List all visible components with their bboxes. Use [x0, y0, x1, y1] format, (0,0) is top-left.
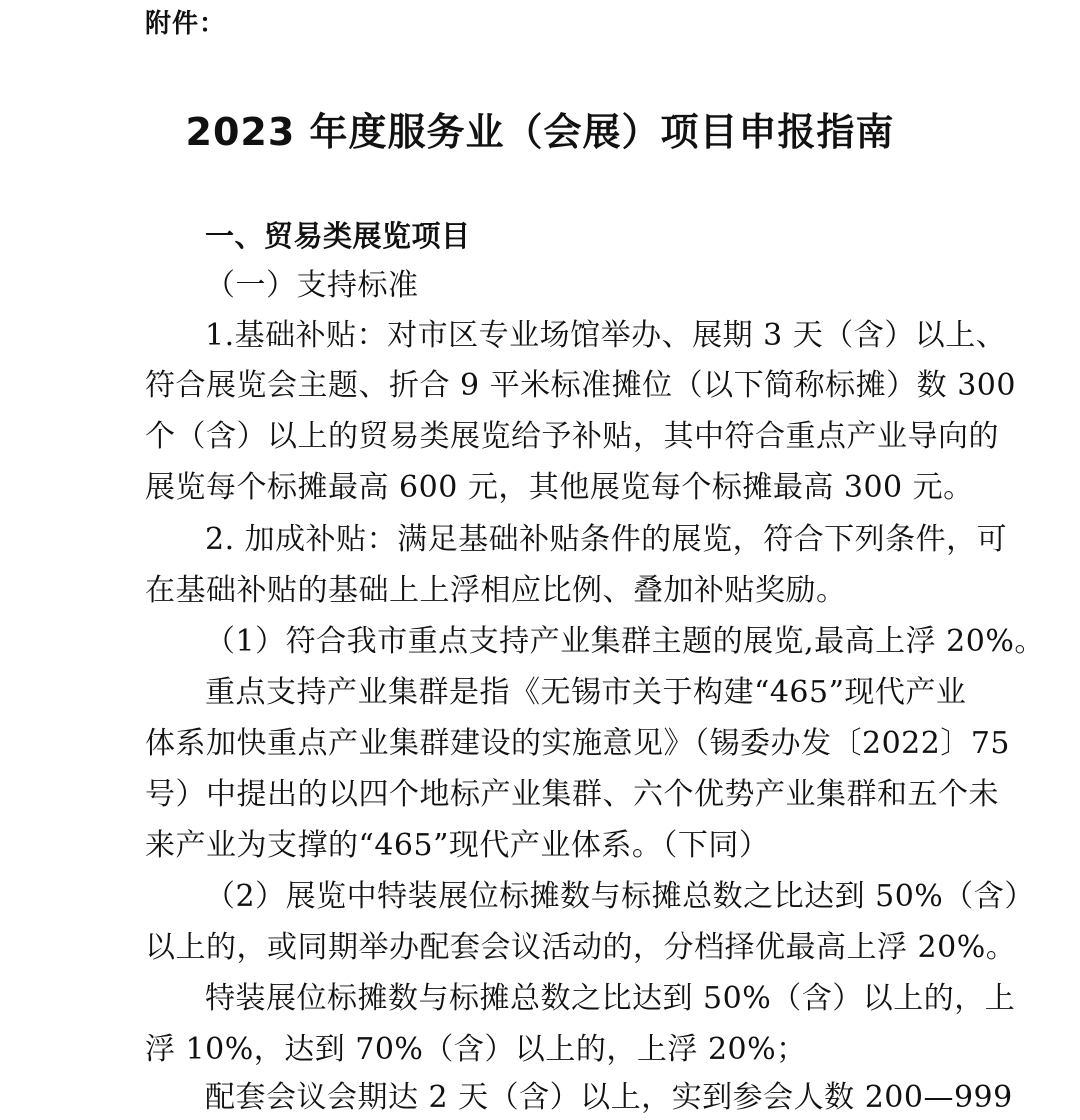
paragraph-line: 来产业为支撑的“465”现代产业体系。（下同）	[145, 828, 770, 863]
paragraph-line: 特装展位标摊数与标摊总数之比达到 50%（含）以上的，上	[205, 981, 1016, 1016]
paragraph-line: 配套会议会期达 2 天（含）以上，实到参会人数 200—999	[205, 1080, 1013, 1115]
paragraph-line: 符合展览会主题、折合 9 平米标准摊位（以下简称标摊）数 300	[145, 368, 1016, 403]
paragraph-line: 重点支持产业集群是指《无锡市关于构建“465”现代产业	[205, 675, 967, 710]
paragraph-line: 体系加快重点产业集群建设的实施意见》（锡委办发〔2022〕75	[145, 726, 1011, 761]
paragraph-line: 号）中提出的以四个地标产业集群、六个优势产业集群和五个未	[145, 777, 999, 812]
document-title: 2023 年度服务业（会展）项目申报指南	[185, 110, 895, 154]
paragraph-line: 以上的，或同期举办配套会议活动的，分档择优最高上浮 20%。	[145, 930, 1017, 965]
paragraph-line: 个（含）以上的贸易类展览给予补贴，其中符合重点产业导向的	[145, 419, 999, 454]
paragraph-line: （2）展览中特装展位标摊数与标摊总数之比达到 50%（含）	[205, 879, 1035, 914]
paragraph-line: 2. 加成补贴：满足基础补贴条件的展览，符合下列条件，可	[205, 522, 1008, 557]
attachment-label: 附件：	[145, 9, 227, 39]
paragraph-line: 展览每个标摊最高 600 元，其他展览每个标摊最高 300 元。	[145, 470, 974, 505]
paragraph-line: 在基础补贴的基础上上浮相应比例、叠加补贴奖励。	[145, 573, 847, 608]
paragraph-line: （1）符合我市重点支持产业集群主题的展览,最高上浮 20%。	[205, 624, 1045, 659]
paragraph-line: 浮 10%，达到 70%（含）以上的，上浮 20%；	[145, 1032, 807, 1067]
section-heading-trade-exhibitions: 一、贸易类展览项目	[205, 219, 471, 253]
paragraph-line: 1.基础补贴：对市区专业场馆举办、展期 3 天（含）以上、	[205, 318, 1007, 353]
subsection-heading-support-standards: （一）支持标准	[205, 268, 419, 303]
